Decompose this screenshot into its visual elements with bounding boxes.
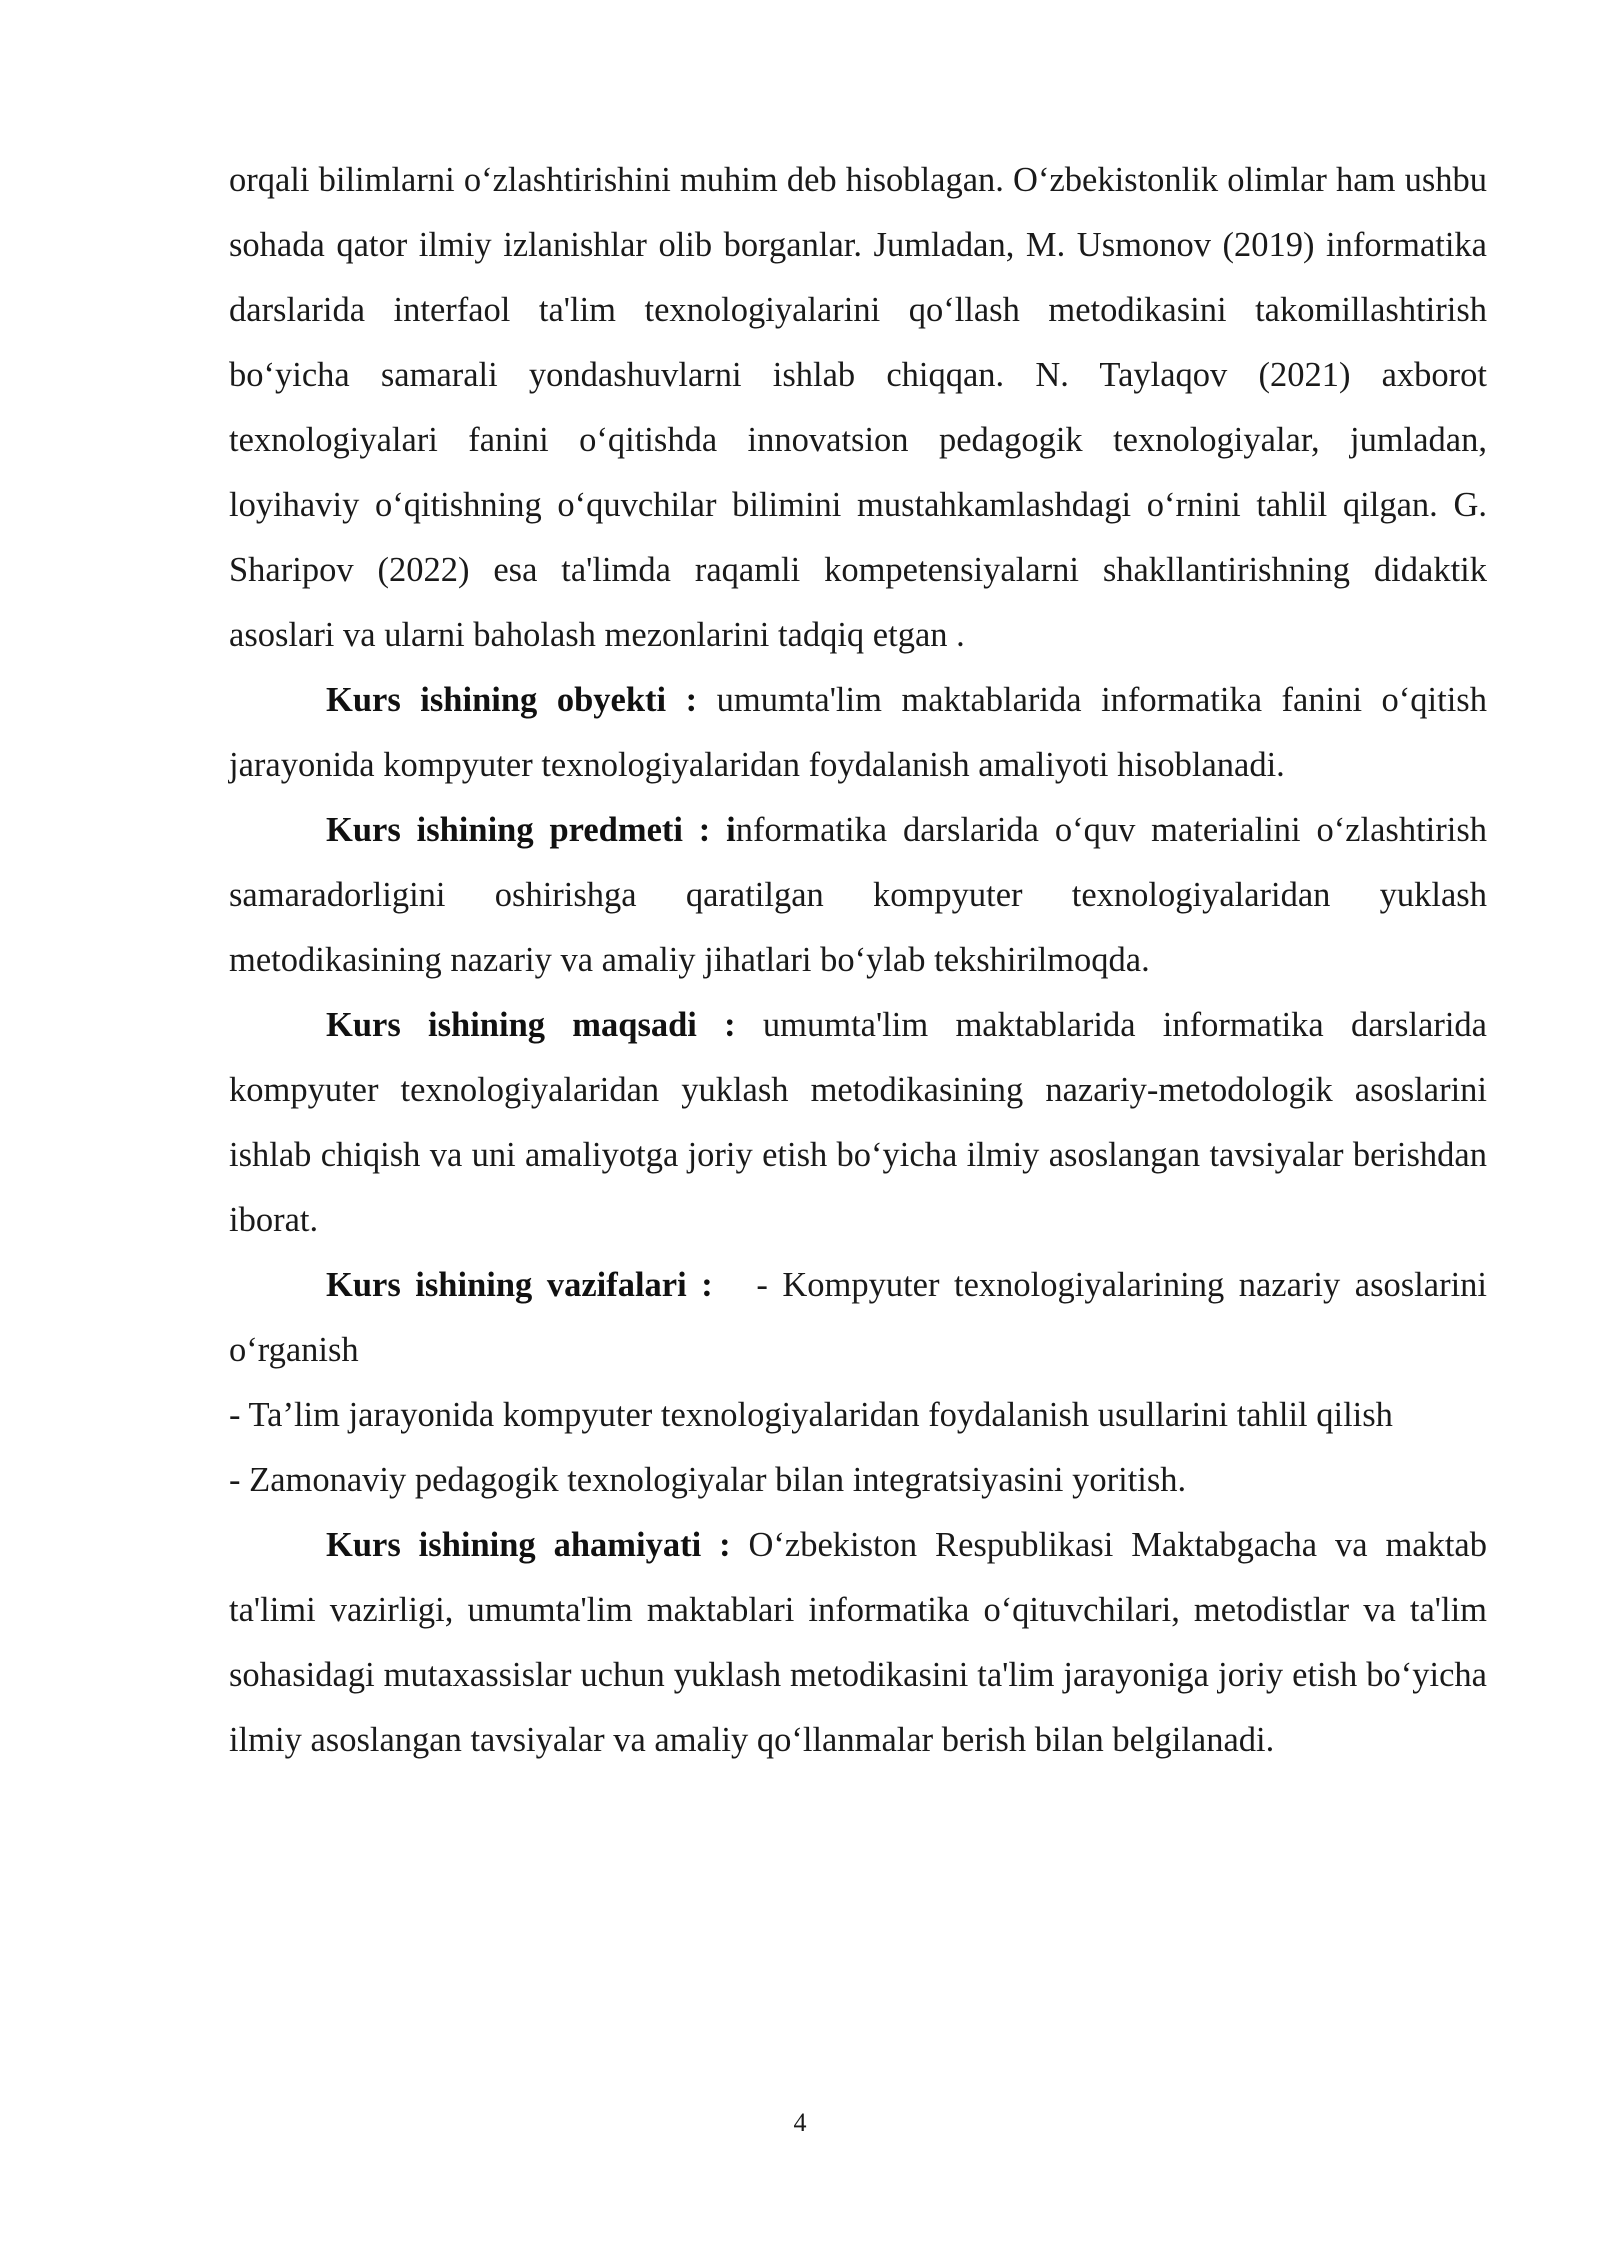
vazifalari-text: - Kompyuter texnologiyalarining nazariy asoslarini o‘rganish bbox=[229, 1266, 1496, 1369]
vazifalari-label: Kurs ishining vazifalari : bbox=[326, 1266, 713, 1304]
body-text bbox=[229, 148, 1496, 1773]
vazifalari-item-2: - Ta’lim jarayonida kompyuter texnologiyalaridan foydalanish usullarini tahlil qilish bbox=[229, 1396, 1393, 1434]
maqsadi-paragraph bbox=[229, 993, 1487, 1253]
intro-paragraph: orqali bilimlarni o‘zlashtirishini muhim deb hisoblagan. O‘zbekistonlik olimlar ham ushbu sohada qator ilmiy izlanishlar olib borganlar. Jumladan, M. Usmonov (2019) informatika darslarida interfaol ta'lim texnologiyalarini qo‘llash metodikasini takomillashtirish bo‘yicha samarali yondashuvlarni ishlab chiqqan. N. Taylaqov (2021) axborot texnologiyalari fanini o‘qitishda innovatsion pedagogik texnologiyalar, jumladan, loyihaviy o‘qitishning o‘quvchilar bilimini mustahkamlashdagi o‘rnini tahlil qilgan. G. Sharipov (2022) esa ta'limda raqamli kompetensiyalarni shakllantirishning didaktik asoslari va ularni baholash mezonlarini tadqiq etgan . bbox=[229, 161, 1487, 654]
vazifalari-paragraph bbox=[229, 1253, 1496, 1383]
maqsadi-text: umumta'lim maktablarida informatika darslarida kompyuter texnologiyalaridan yuklash metodikasining nazariy-metodologik asoslarini ishlab chiqish va uni amaliyotga joriy etish bo‘yicha ilmiy asoslangan tavsiyalar berishdan iborat. bbox=[229, 1006, 1487, 1239]
obyekt-paragraph bbox=[229, 668, 1487, 798]
page-number: 4 bbox=[793, 2108, 807, 2137]
ahamiyati-text: O‘zbekiston Respublikasi Maktabgacha va maktab ta'limi vazirligi, umumta'lim maktablari informatika o‘qituvchilari, metodistlar va ta'lim sohasidagi mutaxassislar uchun yuklash metodikasini ta'lim jarayoniga joriy etish bo‘yicha ilmiy asoslangan tavsiyalar va amaliy qo‘llanmalar berish bilan belgilanadi. bbox=[229, 1526, 1487, 1759]
maqsadi-label: Kurs ishining maqsadi : bbox=[326, 1006, 736, 1044]
vazifalari-item-3: - Zamonaviy pedagogik texnologiyalar bilan integratsiyasini yoritish. bbox=[229, 1461, 1187, 1499]
predmeti-text: nformatika darslarida o‘quv materialini o‘zlashtirish samaradorligini oshirishga qaratilgan kompyuter texnologiyalaridan yuklash metodikasining nazariy va amaliy jihatlari bo‘ylab tekshirilmoqda. bbox=[229, 811, 1487, 979]
ahamiyati-paragraph bbox=[229, 1513, 1487, 1773]
predmeti-label: Kurs ishining predmeti : i bbox=[326, 811, 736, 849]
obyekt-text: umumta'lim maktablarida informatika fanini o‘qitish jarayonida kompyuter texnologiyalaridan foydalanish amaliyoti hisoblanadi. bbox=[229, 681, 1487, 784]
ahamiyati-label: Kurs ishining ahamiyati : bbox=[326, 1526, 731, 1564]
predmeti-paragraph bbox=[229, 798, 1487, 993]
obyekt-label: Kurs ishining obyekti : bbox=[326, 681, 698, 719]
